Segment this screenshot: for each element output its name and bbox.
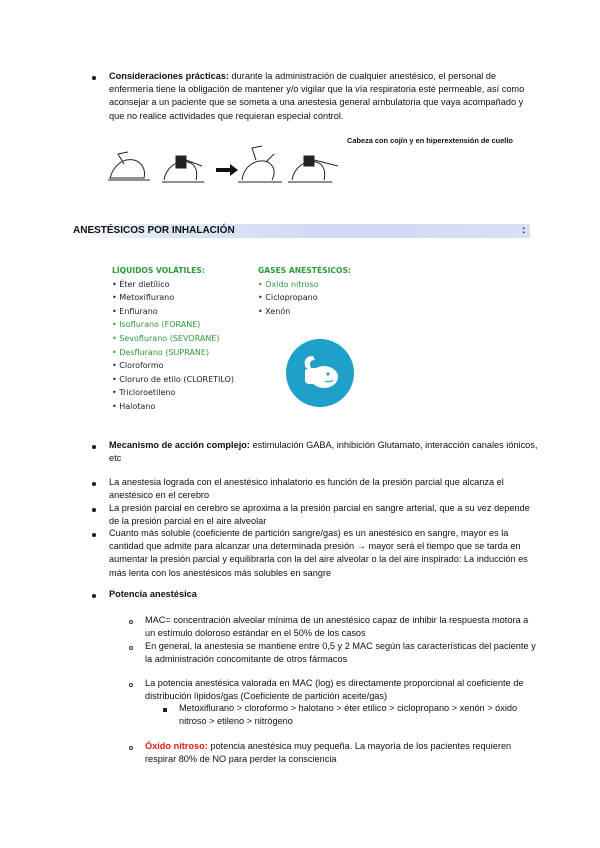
list-item: • Halotano <box>112 401 156 411</box>
volatile-liquids-header: LÍQUIDOS VOLÁTILES: <box>112 266 205 275</box>
potency-order: Metoxiflurano > cloroformo > halotano > éter etílico > ciclopropano > xenón > óxido nitroso > etileno > nitrógeno <box>179 703 518 727</box>
anesthetic-gases-header: GASES ANESTÉSICOS: <box>258 266 351 275</box>
anesthetic-gases-list <box>258 264 351 318</box>
partial-pressure-paragraph-1: La anestesia lograda con el anestésico inhalatorio es función de la presión parcial que alcanza el anestésico en el cerebro <box>109 477 504 501</box>
list-item: • Isoflurano (FORANE) <box>112 320 201 330</box>
sub-bullet-marker <box>129 683 133 687</box>
practical-considerations-paragraph: Consideraciones prácticas: durante la administración de cualquier anestésico, el personal de enfermería tiene la obligación de mantener y/o vigilar que la vía respiratoria esté permeable, así como aconsejar a un paciente que se someta a una anestesia general ambulatoria que vaya acompañado y que no realice actividades que requieran especial control. <box>109 71 525 121</box>
list-item: • Cloruro de etilo (CLORETILO) <box>112 374 234 384</box>
potency-title: Potencia anestésica <box>109 589 197 599</box>
bullet-marker <box>92 508 96 512</box>
list-item: • Cloroformo <box>112 361 164 371</box>
volatile-liquids-list <box>112 264 234 414</box>
mechanism-paragraph: Mecanismo de acción complejo: estimulación GABA, inhibición Glutamato, interacción canales iónicos, etc <box>109 440 538 464</box>
sub-sub-bullet-marker <box>163 708 167 712</box>
list-item: • Desflurano (SUPRANE) <box>112 347 210 357</box>
anesthesia-mask-icon <box>285 338 355 408</box>
list-item: • Ciclopropano <box>258 293 318 303</box>
head-sketch-1 <box>110 160 145 178</box>
mechanism-label: Mecanismo de acción complejo: <box>109 440 250 450</box>
solubility-paragraph: Cuanto más soluble (coeficiente de partición sangre/gas) es un anestésico en sangre, mayor es la cantidad que admite para alcanzar una determinada presión → mayor será el tiempo que se tarda en aumentar la presión parcial y equilibrarla con la del aire alveolar o la del aire inspirado: La inducción es más lenta con los anestésicos más solubles en sangre <box>109 528 528 578</box>
sub-bullet-marker <box>129 746 133 750</box>
list-item: • Tricloroetileno <box>112 388 176 398</box>
mac-definition: MAC= concentración alveolar mínima de un anestésico capaz de inhibir la respuesta motora a un estímulo doloroso estándar en el 50% de los casos <box>145 615 529 639</box>
list-item: • Sevoflurano (SEVORANE) <box>112 333 220 343</box>
list-item: • Xenón <box>258 306 291 316</box>
bullet-marker <box>92 76 96 80</box>
mac-range: En general, la anestesia se mantiene entre 0,5 y 2 MAC según las características del paciente y la administración concomitante de otros fármacos <box>145 641 536 665</box>
practical-considerations-label: Consideraciones prácticas: <box>109 71 229 81</box>
nitrous-oxide-label: Óxido nitroso: <box>145 741 208 751</box>
list-item: • Óxido nitroso <box>258 279 319 289</box>
bullet-marker <box>92 533 96 537</box>
section-title: ANESTÉSICOS POR INHALACIÓN <box>73 225 235 236</box>
sub-bullet-marker <box>129 620 133 624</box>
figure-caption: Cabeza con cojín y en hiperextensión de cuello <box>347 136 513 145</box>
section-title-colon: : <box>522 225 526 236</box>
bullet-marker <box>92 445 96 449</box>
right-arrow-icon <box>216 164 238 176</box>
list-item: • Enflurano <box>112 306 158 316</box>
partial-pressure-paragraph-2: La presión parcial en cerebro se aproxima a la presión parcial en sangre arterial, que a su vez depende de la presión parcial en el aire alveolar <box>109 503 530 527</box>
bullet-marker <box>92 594 96 598</box>
list-item: • Éter dietílico <box>112 279 170 289</box>
sub-bullet-marker <box>129 646 133 650</box>
head-sketch-3 <box>242 161 274 180</box>
potency-lipid-coefficient: La potencia anestésica valorada en MAC (log) es directamente proporcional al coeficiente de distribución lípidos/gas (Coeficiente de partición aceite/gas) <box>145 678 524 702</box>
head-position-illustration <box>106 142 342 186</box>
nitrous-oxide-note: Óxido nitroso: potencia anestésica muy pequeña. La mayoría de los pacientes requieren respirar 80% de NO para perder la consciencia <box>145 741 512 765</box>
list-item: • Metoxiflurano <box>112 293 175 303</box>
bullet-marker <box>92 482 96 486</box>
